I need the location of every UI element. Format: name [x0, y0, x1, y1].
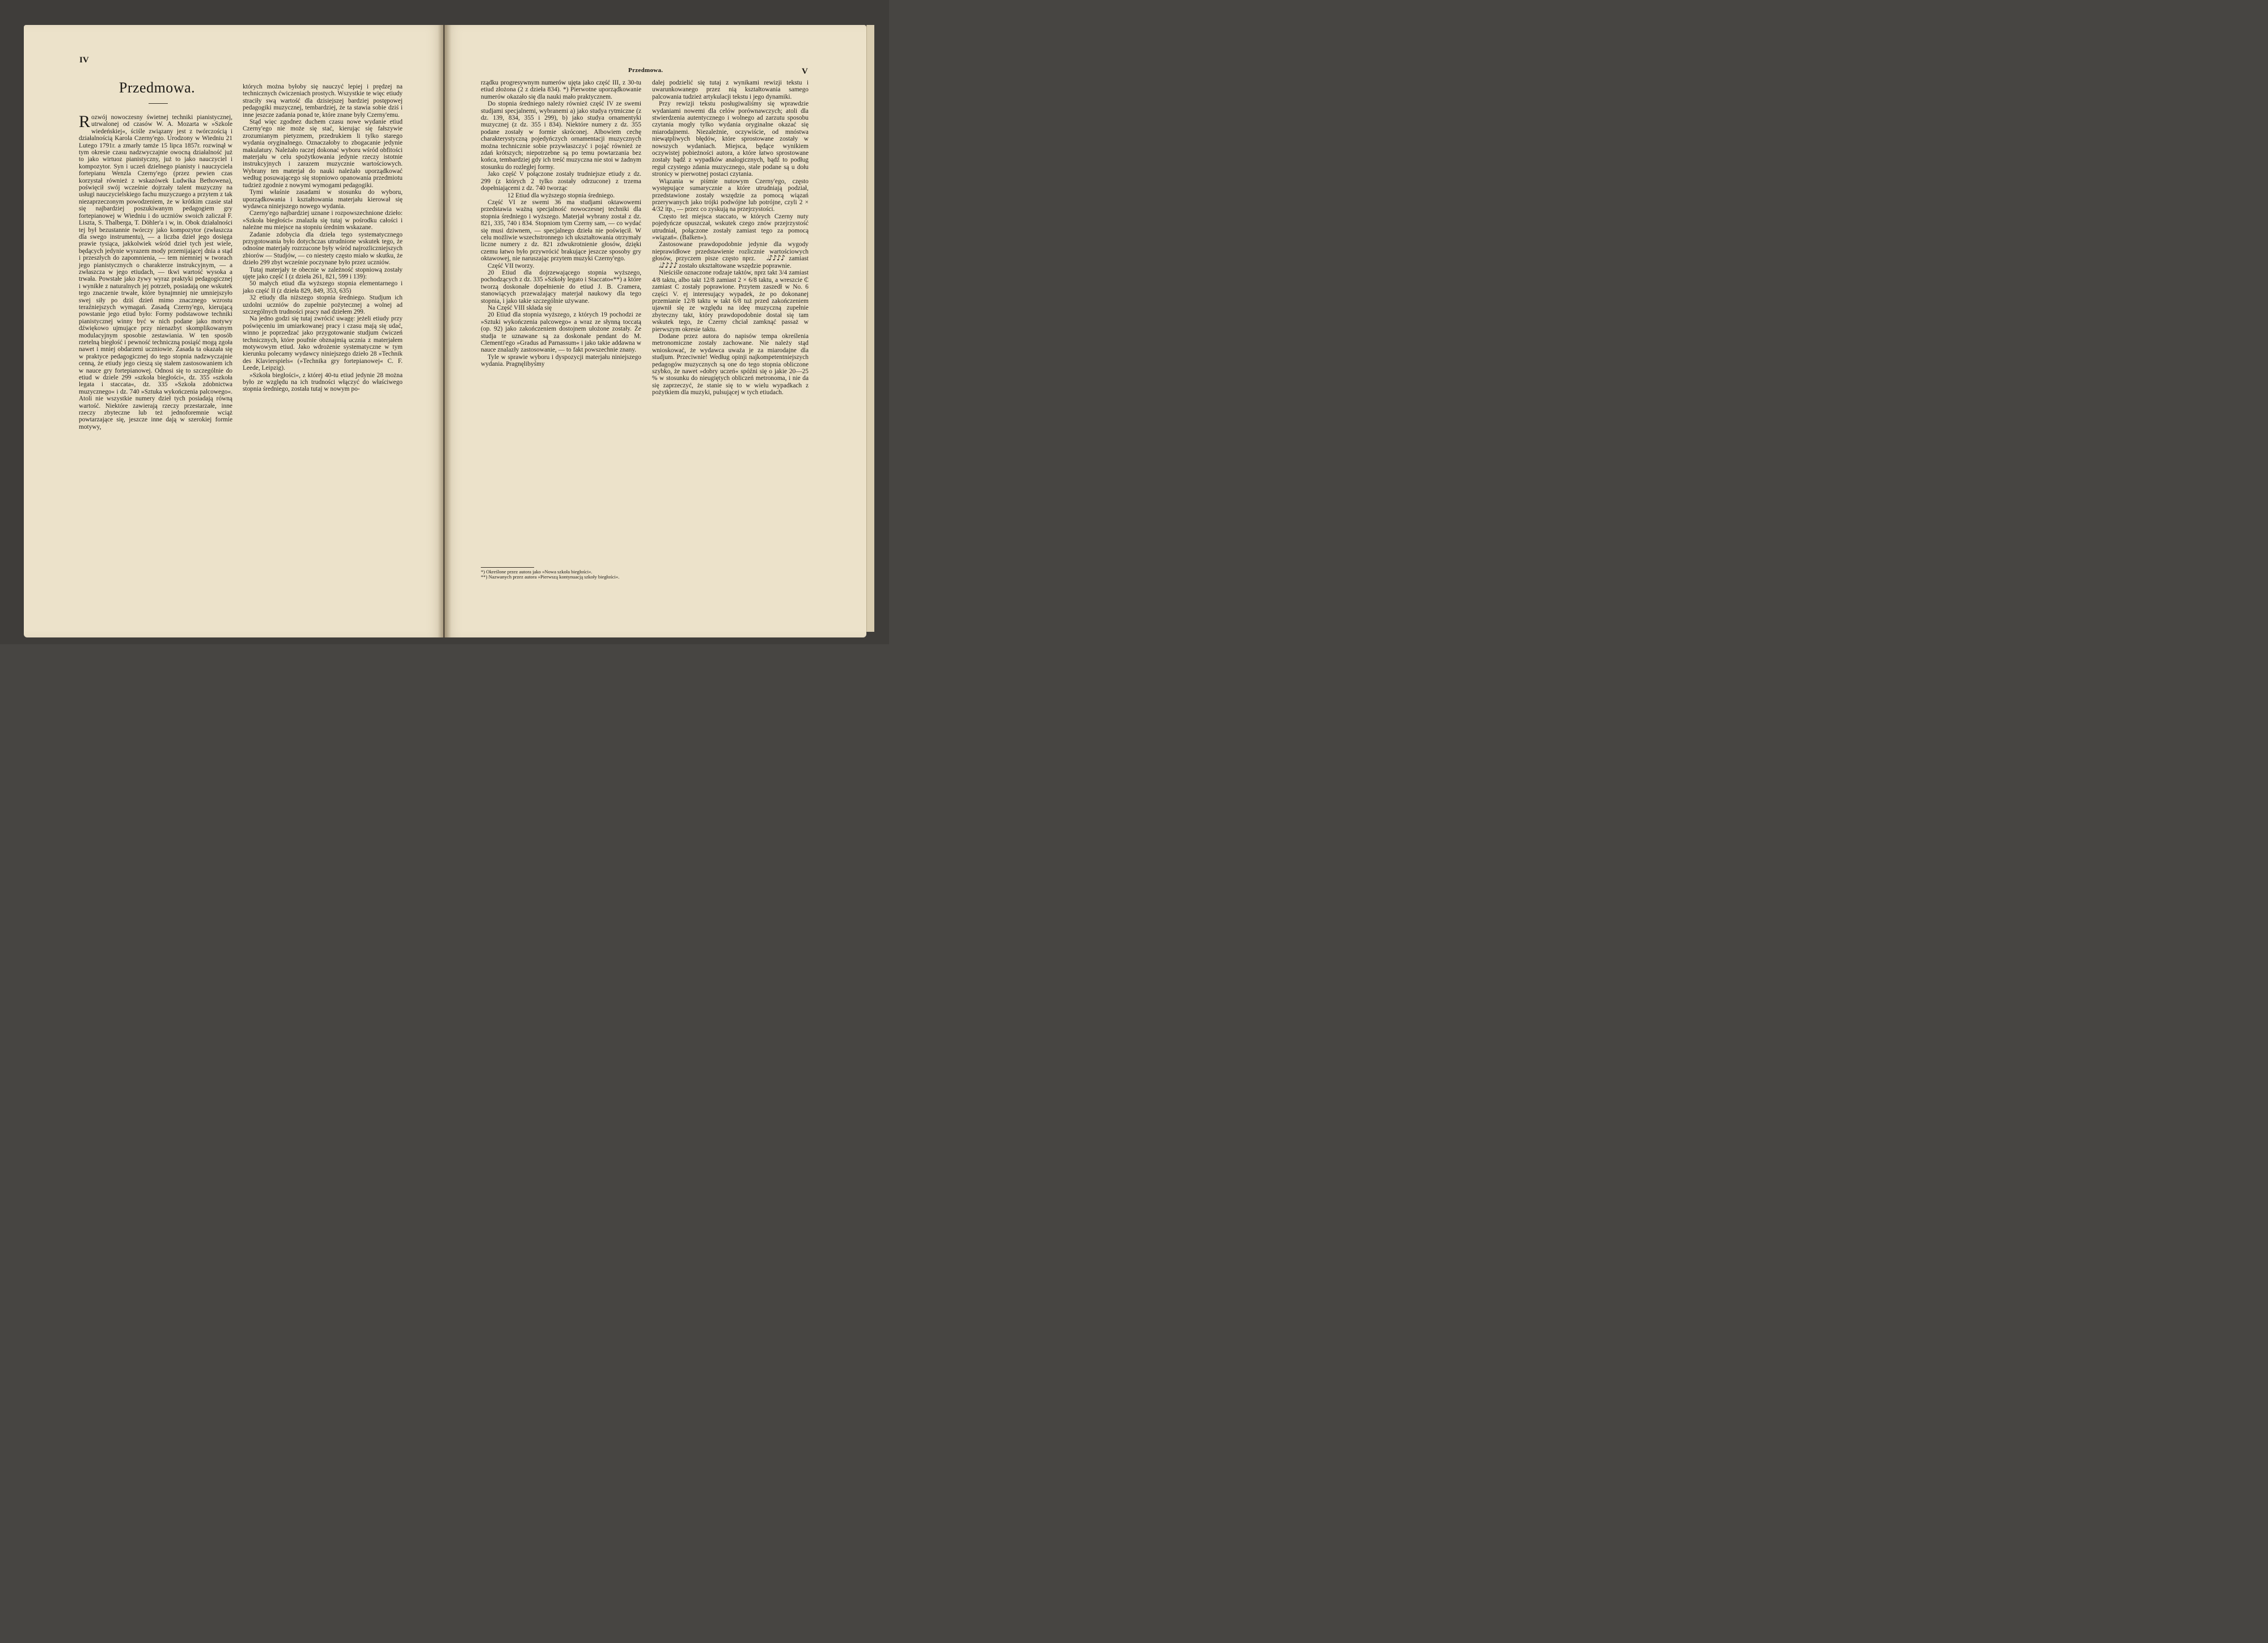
- footnotes: [481, 569, 641, 580]
- left-page-column-2: [243, 83, 403, 393]
- paragraph: »Szkoła biegłości«, z której 40-tu etiud jedynie 28 można było ze względu na ich trudności włączyć do właściwego stopnia średniego, została tutaj w nowym po-: [243, 371, 403, 393]
- page-number-right: V: [802, 67, 808, 76]
- paragraph: Zastosowane prawdopodobnie jedynie dla wygody nieprawidłowe przedstawienie rozlicznie wartościowych głosów, przyczem pisze często nprz.: [652, 241, 809, 263]
- paragraph: dalej podzielić się tutaj z wynikami rewizji tekstu i uwarunkowanego przez nią kształtowania samego palcowania tudzież artykulacji tekstu i jego dynamiki.: [652, 79, 809, 100]
- paragraph: 20 Etiud dla dojrzewającego stopnia wyższego, pochodzących z dz. 335 »Szkoły legato i Staccato«**) a które tworzą doskonałe dopełnienie do etiud J. B. Cramera, stanowiących przeważający materjał naukowy dla tego stopnia, i jako takie szczególnie używane.: [481, 269, 641, 305]
- paragraph: Przy rewizji tekstu posługiwaliśmy się wprawdzie wydaniami nowemi dla celów porównawczych; atoli dla stwierdzenia autentycznego i wolnego ad zarzutu sposobu czytania mogły tylko wydania oryginalne okazać się miarodajnemi. Niezależnie, oczywiście, od mnóstwa niewątpliwych błędów, które sprostowane zostały w nowszych wydaniach. Miejsca, będące wynikiem oczywistej pobieżności autora, a które łatwo sprostowane zostały bądź z wypadków analogicznych, bądź to podług reguł czystego zdania muzycznego, stale podane są u dołu stronicy w pierwotnej postaci czytania.: [652, 100, 809, 178]
- paragraph: ozwój nowoczesny świetnej techniki pianistycznej, utrwalonej od czasów W. A. Mozarta w »Szkole wiedeńskiej«, ściśle związany jest z twórczością i działalnością Karola Czerny'ego. Urodzony w Wiedniu 21 Lutego 1791r. a zmarły tamże 15 lipca 1857r. rozwinął w tym okresie czasu nadzwyczajnie owocną działalność już to jako wirtuoz pianistyczny, już to jako nauczyciel i kompozytor. Syn i uczeń dzielnego pianisty i nauczyciela fortepianu Wenzla Czerny'ego (przez pewien czas korzystał również z wskazówek Ludwika Bethowena), poświęcił swój wcześnie dojrzały talent muzyczny na usługi nauczycielskiego fachu muzyczuego a przytem z tak niezaprzeczonym powodzeniem, że w krótkim czasie stał się najbardziej poszukiwanym pedagogiem gry fortepianowej w Wiedniu i do uczniów swoich zaliczał F. Liszta, S. Thalberga, T. Döhler'a i w, in. Obok działalności tej był bezustannie twórczy jako kompozytor (zwłaszcza dla swego instrumentu), — a liczba dzieł jego dosięga prawie tysiąca, jakkolwiek wśród dzieł tych jest wiele, będących jedynie wyrazem mody przemijającej dnia a stąd i przeszłych do zapomnienia, — tem niemniej w tworach jego pianistycznych o charakterze instrukcyjnym, — a zwłaszcza w jego etiudach, — tkwi wartość wysoka a trwała. Powstałe jako żywy wyraz praktyki pedagogicznej i wynikłe z naturalnych jej potrzeb, posiadają one wskutek tego znaczenie trwałe, które bynajmniej nie umniejszyło swej siły po dziś dzień mimo znacznego wzrostu teraźniejszych wymagań. Zasadą Czerny'ego, kierującą powstanie jego etiud było: Formy podstawowe techniki pianistycznej winny być w nich podane jako motywy dźwiękowo ujmujące przy nienazbyt skomplikowanym modulacyjnym sposobie zestawiania. W ten sposób rzetelną biegłość i pewność techniczną posiąść mogą zgoła nawet i mniej obdarzeni uczniowie. Zasada ta okazała się w praktyce pedagogicznej do tego stopnia nadzwyczajnie cenną, że etiudy jego cieszą się stałem zastosowaniem ich w nauce gry fortepianowej. Odnosi się to szczególnie do etiud w dziele 299 »szkoła biegłości«, dz. 355 »szkoła legata i staccata«, dz. 335 »Szkoła zdobnictwa muzycznego« i dz. 740 »Sztuka wykończenia palcowego«. Atoli nie wszystkie numery dzieł tych posiadają równą wartość. Niektóre zawierają rzeczy przestarzałe, inne rzeczy zbyteczne lub też jednoforemnie wciąż powtarzające się, jeszcze inne dają w szerokiej formie motywy,: [79, 114, 232, 430]
- paragraph-fragment: zamiast: [789, 255, 809, 263]
- paragraph: Część VII tworzy.: [488, 262, 535, 269]
- paragraph: Część VI ze swemi 36 ma studjami oktawowemi przedstawia ważną specjalność nowoczesnej techniki dla stopnia średniego i wyższego. Materjał wybrany został z dz. 821, 335, 740 i 834. Stopniom tym Czerny sam, — co wydać się musi dziwnem, — specjalnego dzieła nie poświęcił. W celu możliwie wszechstronnego ich ukształtowania otrzymały liczne numery z dz. 821 zdwukrotnienie głosów, dzięki czemu łatwo było przywrócić brakujące jeszcze sposoby gry oktawowej, nie naruszając przytem muzyki Czerny'ego.: [481, 198, 641, 263]
- paragraph: Wiązania w piśmie nutowym Czerny'ego, często występujące sumarycznie a które utrudniają podział, przedstawione zostały wszędzie za pomocą wiązań przerywanych jako trójki podwójne lub potrójne, czyli 2 × 4/32 itp., — przez co zyskują na przejrzystości.: [652, 178, 809, 213]
- paragraph: Czerny'ego najbardziej uznane i rozpowszechnione dzieło: »Szkoła biegłości« znalazła się tutaj w pośrodku całości i należne mu miejsce na stopniu średnim wskazane.: [243, 210, 403, 231]
- music-notation-example-icon: 𝅗𝅥♪♪♪♪: [659, 261, 678, 270]
- section-heading: 12 Etiud dla wyższego stopnia średniego.: [507, 192, 615, 199]
- drop-cap: R: [79, 112, 91, 131]
- paragraph: Na jedno godzi się tutaj zwrócić uwagę: jeżeli etiudy przy poświęceniu im umiarkowanej pracy i czasu mają się udać, winno je poprzedzać jako przygotowanie studjum ćwiczeń technicznych, które poufnie obznajmią ucznia z materjałem motywowym etiud. Jako wdrożenie systematyczne w tym kierunku polecamy wydawcy niniejszego dzieło 28 »Technik des Klavierspiels« (»Technika gry fortepianowej« C. F. Leede, Leipzig).: [243, 315, 403, 372]
- paragraph: Jako część V połączone zostały trudniejsze etiudy z dz. 299 (z których 2 tylko zostały odrzucone) z trzema dopełniającemi z dz. 740 tworząc: [481, 171, 641, 192]
- footnote-rule: [481, 567, 534, 568]
- running-head: Przedmowa.: [628, 67, 663, 74]
- paragraph: 50 małych etiud dla wyższego stopnia elementarnego i jako część II (z dzieła 829, 849, 353, 635): [243, 280, 403, 294]
- book-spread: [0, 0, 889, 644]
- paragraph: których można byłoby się nauczyć lepiej i prędzej na technicznych ćwiczeniach prostych. Wszystkie te więc etiudy straciły swą wartość dla dzisiejszej bardziej postępowej pedagogiki muzycznej, tembardziej, że ta stawia sobie dziś i inne jeszcze zadania ponad te, które znane były Czerny'emu.: [243, 83, 403, 119]
- paragraph: Stąd więc zgodnez duchem czasu nowe wydanie etiud Czerny'ego nie może się stać, kierując się fałszywie zrozumianym pietyzmem, przedrukiem li tylko starego wydania oryginalnego. Oznaczałoby to zbogacanie jedynie makulatury. Należało raczej dokonać wyboru wśród obfitości materjału w celu spożytkowania jedynie rzeczy istotnie instrukcyjnych i zarazem muzycznie wartościowych. Wybrany ten materjał do nauki należało uporządkować według posuwającego się stopniowo opanowania przedmiotu tudzież zgodnie z nowymi wymogami pedagogiki.: [243, 119, 403, 189]
- paragraph: Na Część VIII składa się: [488, 305, 552, 311]
- title-rule: [149, 103, 168, 104]
- right-page-column-2: [652, 79, 809, 396]
- paragraph: Dodane przez autora do napisów tempa określenia metronomiczne zostały zachowane. Nie należy stąd wnioskować, że wydawca uważa je za miarodajne dla studjum. Przeciwnie! Według opinji najkompetentniejszych pedagogów muzycznych są one do tego stopnia obliczone szybko, że nawet »dobry uczeń« spóźni się o jakie 20—25 % w stosunku do nieugiętych obliczeń metronoma, i nie da się zaprzeczyć, że stanie się to w wielu wypadkach z pożytkiem dla muzyki, pulsującej w tych etiudach.: [652, 333, 809, 396]
- paragraph: 32 etiudy dla niższego stopnia średniego. Studjum ich uzdolni uczniów do zupełnie pożytecznej a wolnej ad szczególnych trudności pracy nad dziełem 299.: [243, 294, 403, 315]
- paragraph: Nieściśle oznaczone rodzaje taktów, nprz takt 3/4 zamiast 4/8 taktu, albo takt 12/8 zamiast 2 × 6/8 taktu, a wreszcie ₵ zamiast C zostały poprawione. Przytem zaszedł w No. 6 części V. ej interesujący wypadek, że po dokonanej przemianie 12/8 taktu w takt 6/8 tuż przed zakończeniem ujawnił się ze względu na ideę muzyczną zupełnie zbyteczny takt, który prawdopodobnie dostał się tam wskutek tego, że Czerny chciał zamknąć passaż w pierwszym okresie taktu.: [652, 269, 809, 333]
- paragraph: Tyle w sprawie wyboru i dyspozycji materjału niniejszego wydania. Pragnęlibyśmy: [481, 353, 641, 368]
- left-page-column-1: [79, 114, 232, 430]
- page-title: Przedmowa.: [119, 79, 196, 96]
- paragraph-fragment: zostało ukształtowane wszędzie poprawnie.: [679, 262, 792, 269]
- page-edges: [866, 25, 874, 632]
- footnote: **) Nazwanych przez autora »Pierwszą kontynuacją szkoły biegłości«.: [481, 574, 620, 580]
- paragraph: Często też miejsca staccato, w których Czerny nuty pojedyńcze opuszczał, wskutek czego znów przejrzystość utrudniał, połączone zostały zamiast tego za pomocą »wiązań«. (Balken«).: [652, 213, 809, 241]
- right-page-column-1: [481, 79, 641, 368]
- page-number-left: IV: [79, 56, 89, 65]
- paragraph: 20 Etiud dla stopnia wyższego, z których 19 pochodzi ze »Sztuki wykończenia palcowego« a wraz ze słynną toccatą (op. 92) jako zakończeniem dostojnem ułożone zostały. Że studja te uznawane są za doskonałe pendant do M. Clementi'ego »Gradus ad Parnassum« i jako takie addawna w nauce znalazły zastosowanie, — to fakt powszechnie znany.: [481, 311, 641, 354]
- paragraph: Zadanie zdobycia dla dzieła tego systematycznego przygotowania było dotychczas utrudnione wskutek tego, że odnośne materjały rozrzucone były wśród najrozliczniejszych zbiorów — Studjów, — co niestety często miało w skutku, że dzieło 299 zbyt wcześnie poczynane było przez uczniów.: [243, 231, 403, 267]
- paragraph: Do stopnia średniego należy również część IV ze swemi studjami specjalnemi, wybranemi a) jako studya rytmiczne (z dz. 139, 834, 355 i 299), b) jako studya ornamentyki muzycznej (z dz. 355 i 834). Niektóre numery z dz. 355 podane zostały w formie skróconej. Albowiem cechę charakterystyczną pojedyńczych ornamentacji muzycznych można technicznie sobie przywłaszczyć i pojąć również ze zdań krótszych; niepotrzebne są po temu powtarzania bez końca, tembardziej gdy ich treść muzyczna nie stoi w żadnym stosunku do rozległej formy.: [481, 100, 641, 171]
- paragraph: rządku progresywnym numerów ujęta jako część III, z 30-tu etiud złożona (2 z dzieła 834). *) Pierwotne uporządkowanie numerów okazało się dla nauki mało praktycznem.: [481, 79, 641, 100]
- paragraph: Tutaj materjały te obecnie w zależność stopniową zostały ujęte jako część I (z dzieła 261, 821, 599 i 139):: [243, 266, 403, 280]
- music-notation-example-icon: 𝅗𝅥♪♪♪♪: [766, 254, 785, 263]
- footnote: *) Określone przez autora jako »Nowa szkoła biegłości«.: [481, 569, 593, 575]
- book-gutter: [438, 25, 451, 637]
- paragraph: Tymi właśnie zasadami w stosunku do wyboru, uporządkowania i kształtowania materjału kierował się wydawca niniejszego nowego wydania.: [243, 189, 403, 210]
